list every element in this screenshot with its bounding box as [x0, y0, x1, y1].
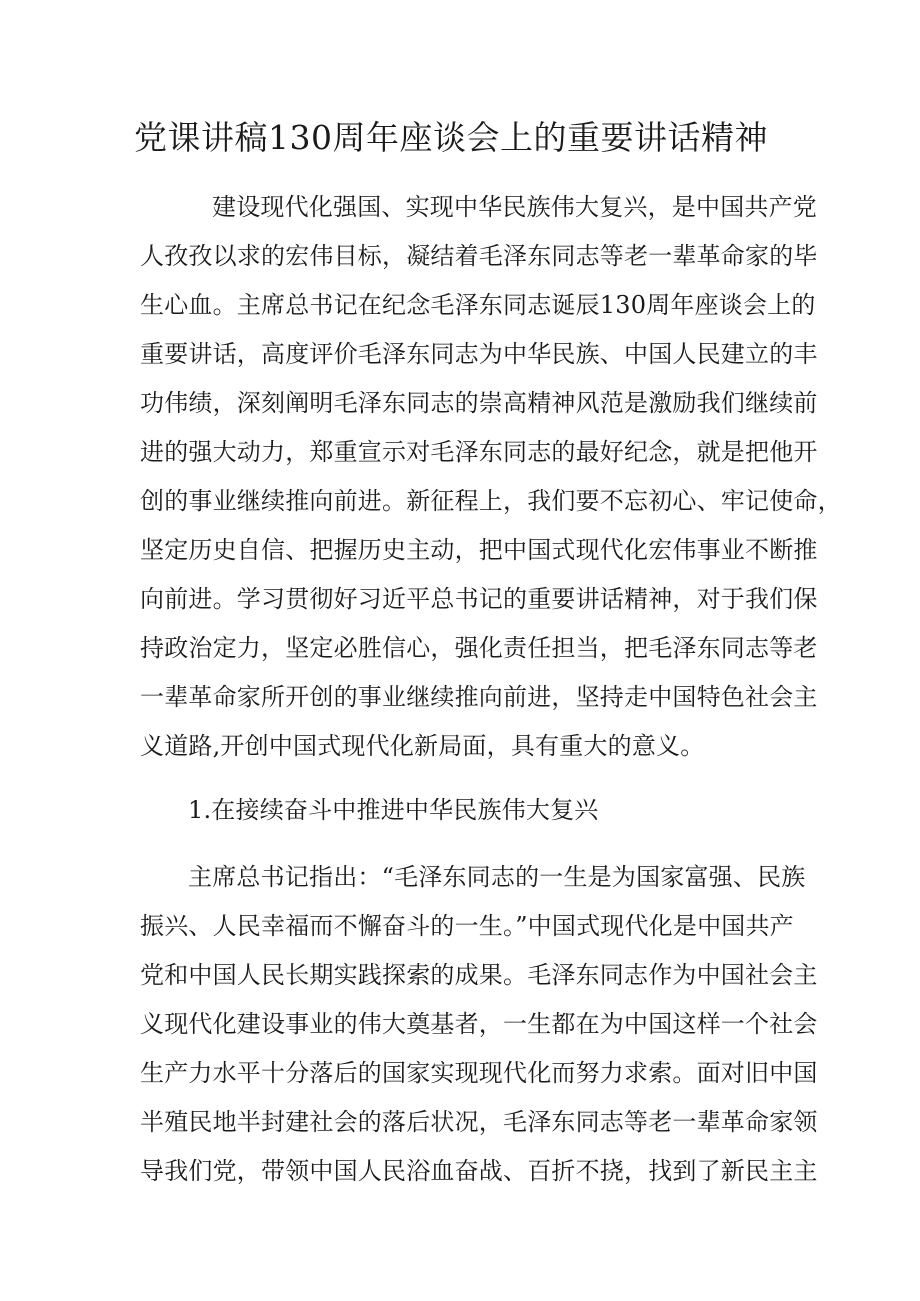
document-title: 党课讲稿130周年座谈会上的重要讲话精神 — [134, 118, 768, 157]
paragraph-2-line-1: 主席总书记指出：“毛泽东同志的一生是为国家富强、民族 — [188, 863, 806, 891]
paragraph-2-line-6: 半殖民地半封建社会的落后状况，毛泽东同志等老一辈革命家领 — [140, 1108, 818, 1136]
paragraph-1-line-2: 人孜孜以求的宏伟目标，凝结着毛泽东同志等老一辈革命家的毕 — [140, 242, 818, 270]
paragraph-1-line-3: 生心血。主席总书记在纪念毛泽东同志诞辰130周年座谈会上的 — [140, 291, 816, 319]
section-heading-1: 1.在接续奋斗中推进中华民族伟大复兴 — [188, 796, 599, 824]
paragraph-1-line-11: 一辈革命家所开创的事业继续推向前进，坚持走中国特色社会主 — [140, 683, 818, 711]
paragraph-2-line-7: 导我们党，带领中国人民浴血奋战、百折不挠，找到了新民主主 — [140, 1157, 818, 1185]
paragraph-1-line-4: 重要讲话，高度评价毛泽东同志为中华民族、中国人民建立的丰 — [140, 340, 818, 368]
paragraph-2-line-3: 党和中国人民长期实践探索的成果。毛泽东同志作为中国社会主 — [140, 961, 818, 989]
paragraph-1-line-5: 功伟绩，深刻阐明毛泽东同志的崇高精神风范是激励我们继续前 — [140, 389, 818, 417]
paragraph-2-line-4: 义现代化建设事业的伟大奠基者，一生都在为中国这样一个社会 — [140, 1010, 818, 1038]
paragraph-2-line-5: 生产力水平十分落后的国家实现现代化而努力求索。面对旧中国 — [140, 1059, 818, 1087]
paragraph-1-line-7: 创的事业继续推向前进。新征程上，我们要不忘初心、牢记使命， — [140, 487, 842, 515]
paragraph-1-line-6: 进的强大动力，郑重宣示对毛泽东同志的最好纪念，就是把他开 — [140, 438, 818, 466]
paragraph-1-line-8: 坚定历史自信、把握历史主动，把中国式现代化宏伟事业不断推 — [140, 536, 818, 564]
paragraph-1-line-9: 向前进。学习贯彻好习近平总书记的重要讲话精神，对于我们保 — [140, 585, 818, 613]
paragraph-1-line-12: 义道路,开创中国式现代化新局面，具有重大的意义。 — [140, 732, 705, 760]
paragraph-1-line-1: 建设现代化强国、实现中华民族伟大复兴，是中国共产党 — [212, 193, 817, 221]
paragraph-2-line-2: 振兴、人民幸福而不懈奋斗的一生。”中国式现代化是中国共产 — [140, 912, 794, 940]
paragraph-1-line-10: 持政治定力，坚定必胜信心，强化责任担当，把毛泽东同志等老 — [140, 634, 818, 662]
